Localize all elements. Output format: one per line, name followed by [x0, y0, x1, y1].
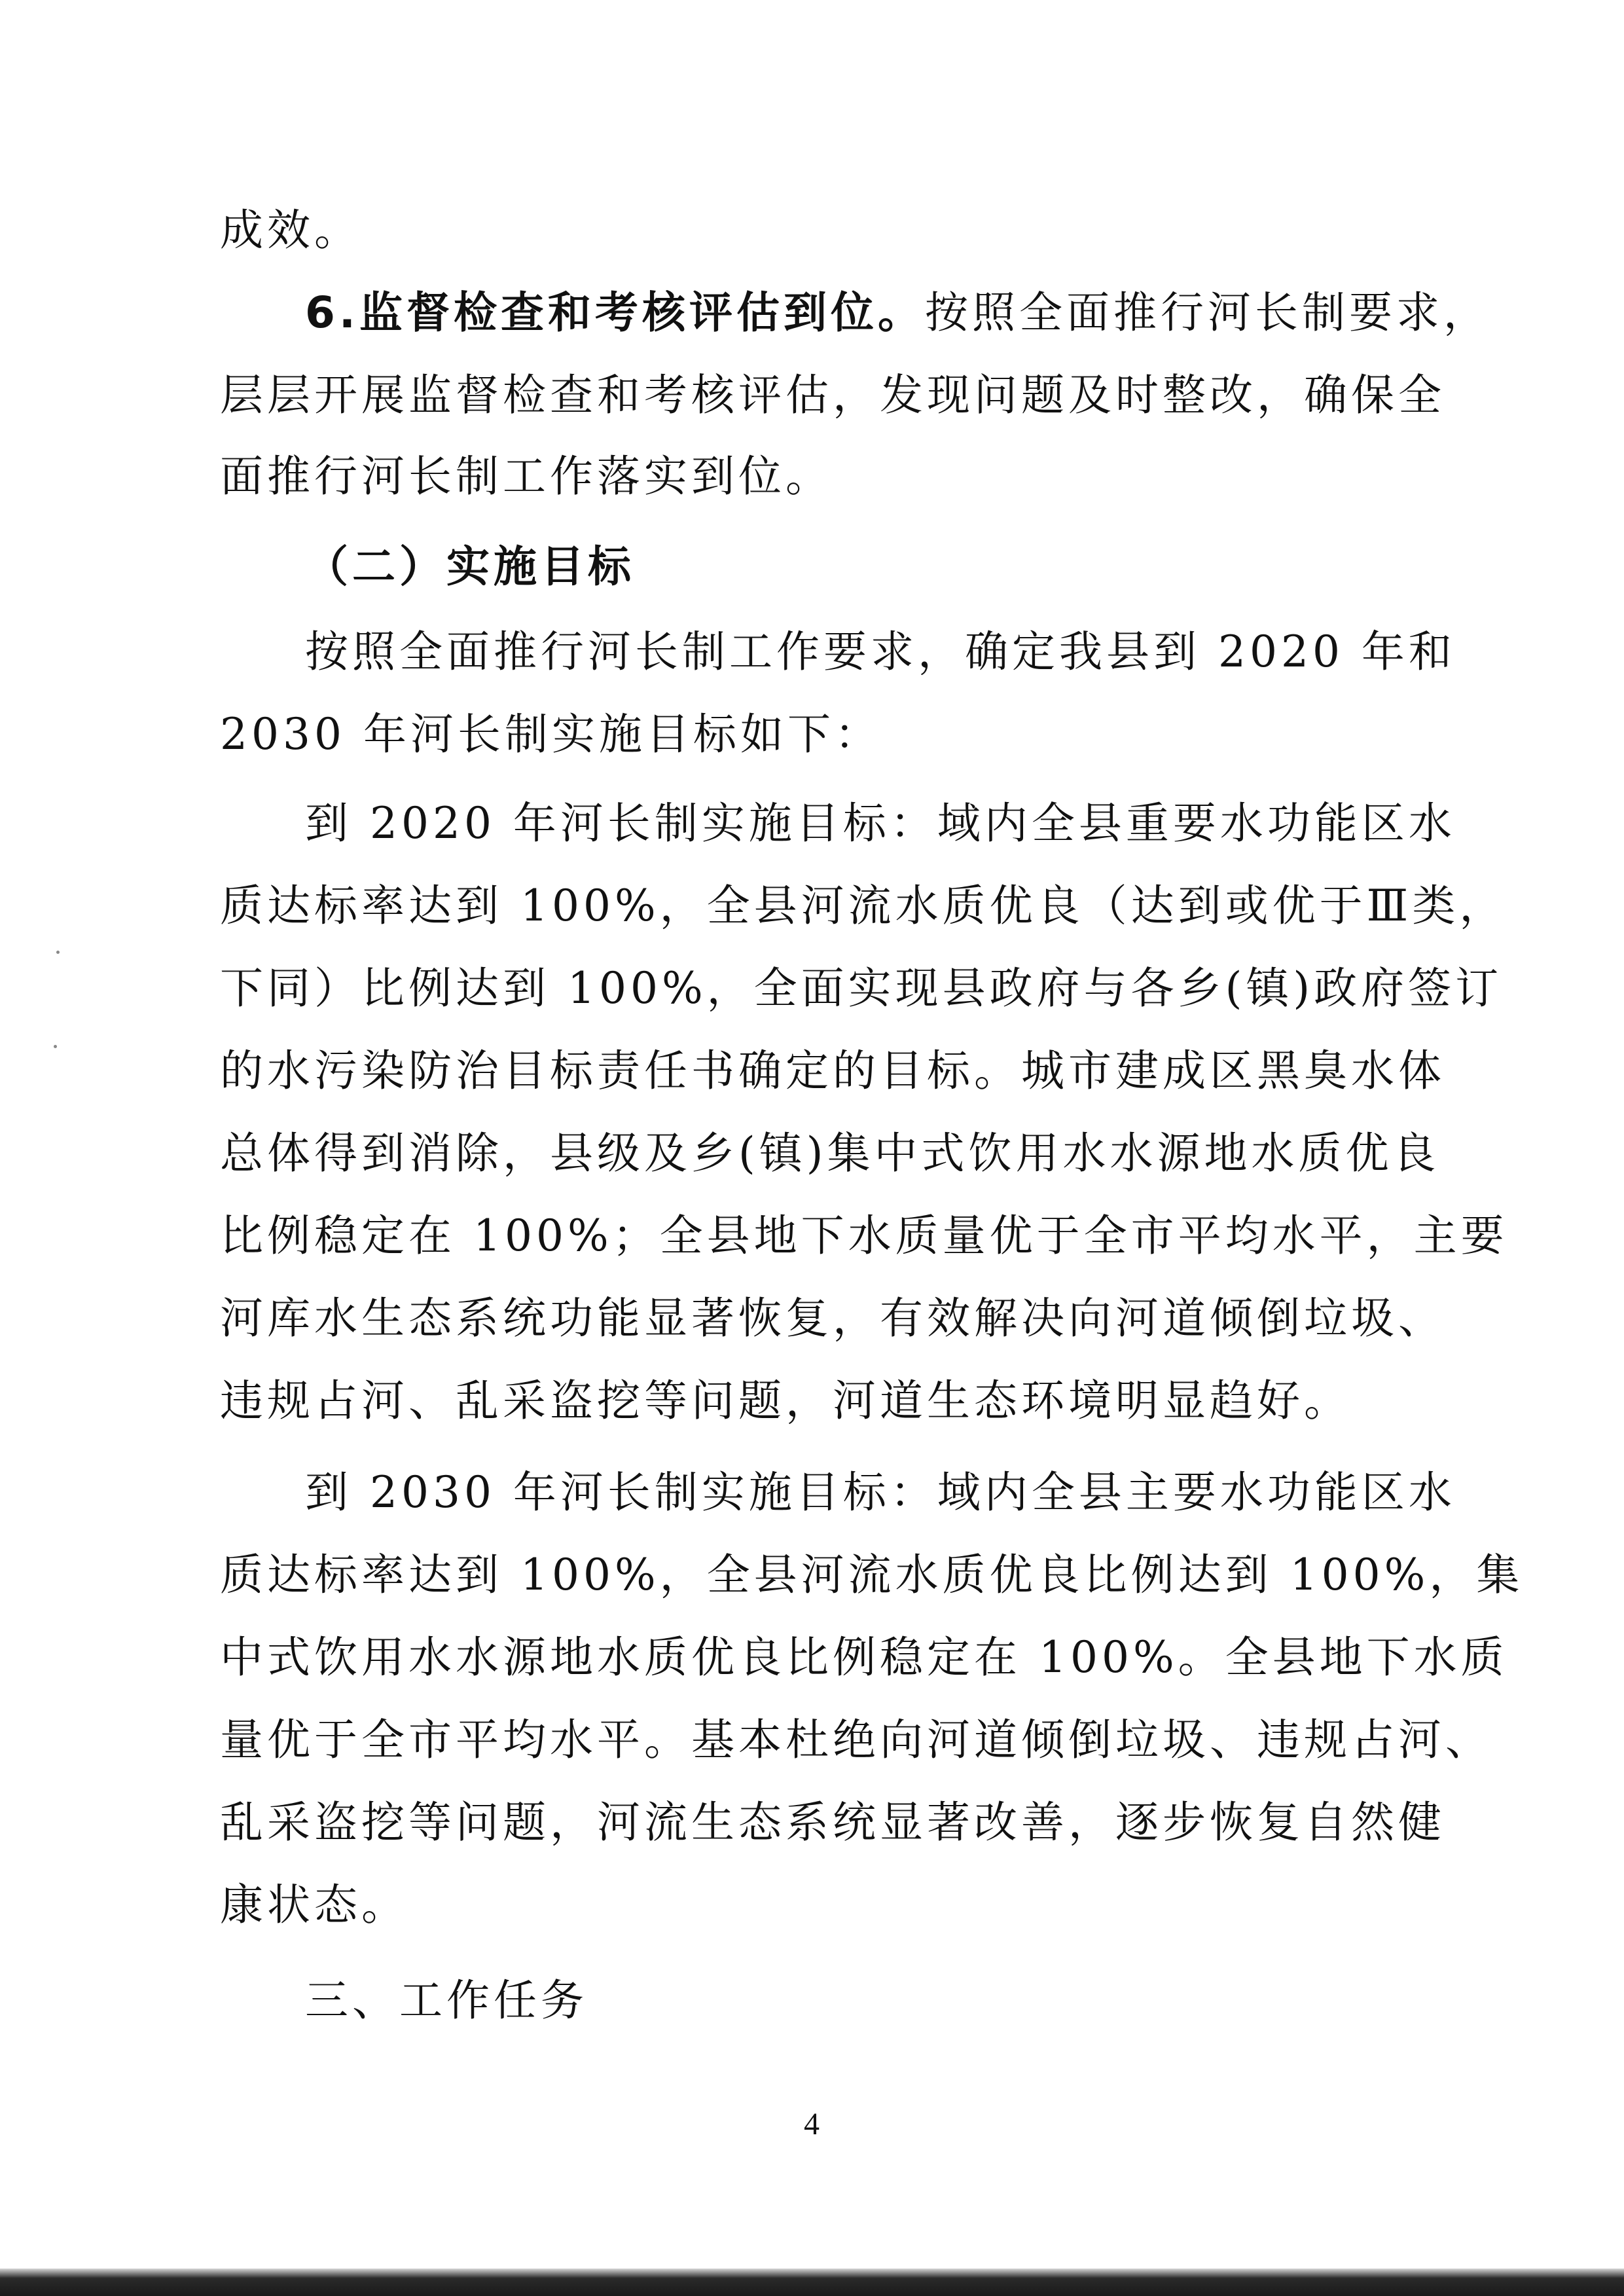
- text-line: 康状态。: [220, 1880, 408, 1930]
- text-line: 总体得到消除，县级及乡(镇)集中式饮用水水源地水质优良: [220, 1128, 1440, 1178]
- scan-speck: [56, 951, 60, 954]
- text-line: 质达标率达到 100%，全县河流水质优良比例达到 100%，集: [220, 1550, 1524, 1600]
- text-line: 违规占河、乱采盗挖等问题，河道生态环境明显趋好。: [220, 1376, 1351, 1426]
- text-line: 按照全面推行河长制工作要求，确定我县到 2020 年和: [305, 627, 1456, 677]
- scan-bottom-edge: [0, 2269, 1624, 2296]
- text-line: 中式饮用水水源地水质优良比例稳定在 100%。全县地下水质: [220, 1632, 1508, 1683]
- text-line: 面推行河长制工作落实到位。: [220, 451, 833, 501]
- text-line: 的水污染防治目标责任书确定的目标。城市建成区黑臭水体: [220, 1046, 1445, 1096]
- section-heading: （二）实施目标: [305, 541, 635, 592]
- text-line: 河库水生态系统功能显著恢复，有效解决向河道倾倒垃圾、: [220, 1293, 1445, 1343]
- text-line: 质达标率达到 100%，全县河流水质优良（达到或优于Ⅲ类，: [220, 881, 1507, 931]
- page-number: 4: [804, 2107, 820, 2141]
- text-line: 层层开展监督检查和考核评估，发现问题及时整改，确保全: [220, 370, 1445, 420]
- text-line: 比例稳定在 100%；全县地下水质量优于全市平均水平，主要: [220, 1211, 1508, 1261]
- bold-lead-in: 6.监督检查和考核评估到位。: [305, 287, 925, 338]
- section-heading: 三、工作任务: [305, 1975, 588, 2026]
- text-line: 量优于全市平均水平。基本杜绝向河道倾倒垃圾、违规占河、: [220, 1715, 1492, 1765]
- text-line: 2030 年河长制实施目标如下：: [220, 709, 882, 759]
- text-line: [305, 274, 1490, 352]
- text-line: 成效。: [220, 205, 361, 255]
- text-line: 下同）比例达到 100%，全面实现县政府与各乡(镇)政府签订: [220, 963, 1503, 1013]
- text-run: 按照全面推行河长制要求，: [925, 287, 1490, 338]
- text-line: 到 2020 年河长制实施目标：域内全县重要水功能区水: [305, 798, 1456, 848]
- scan-speck: [54, 1045, 57, 1048]
- text-line: 到 2030 年河长制实施目标：域内全县主要水功能区水: [305, 1467, 1456, 1518]
- text-line: 乱采盗挖等问题，河流生态系统显著改善，逐步恢复自然健: [220, 1797, 1445, 1848]
